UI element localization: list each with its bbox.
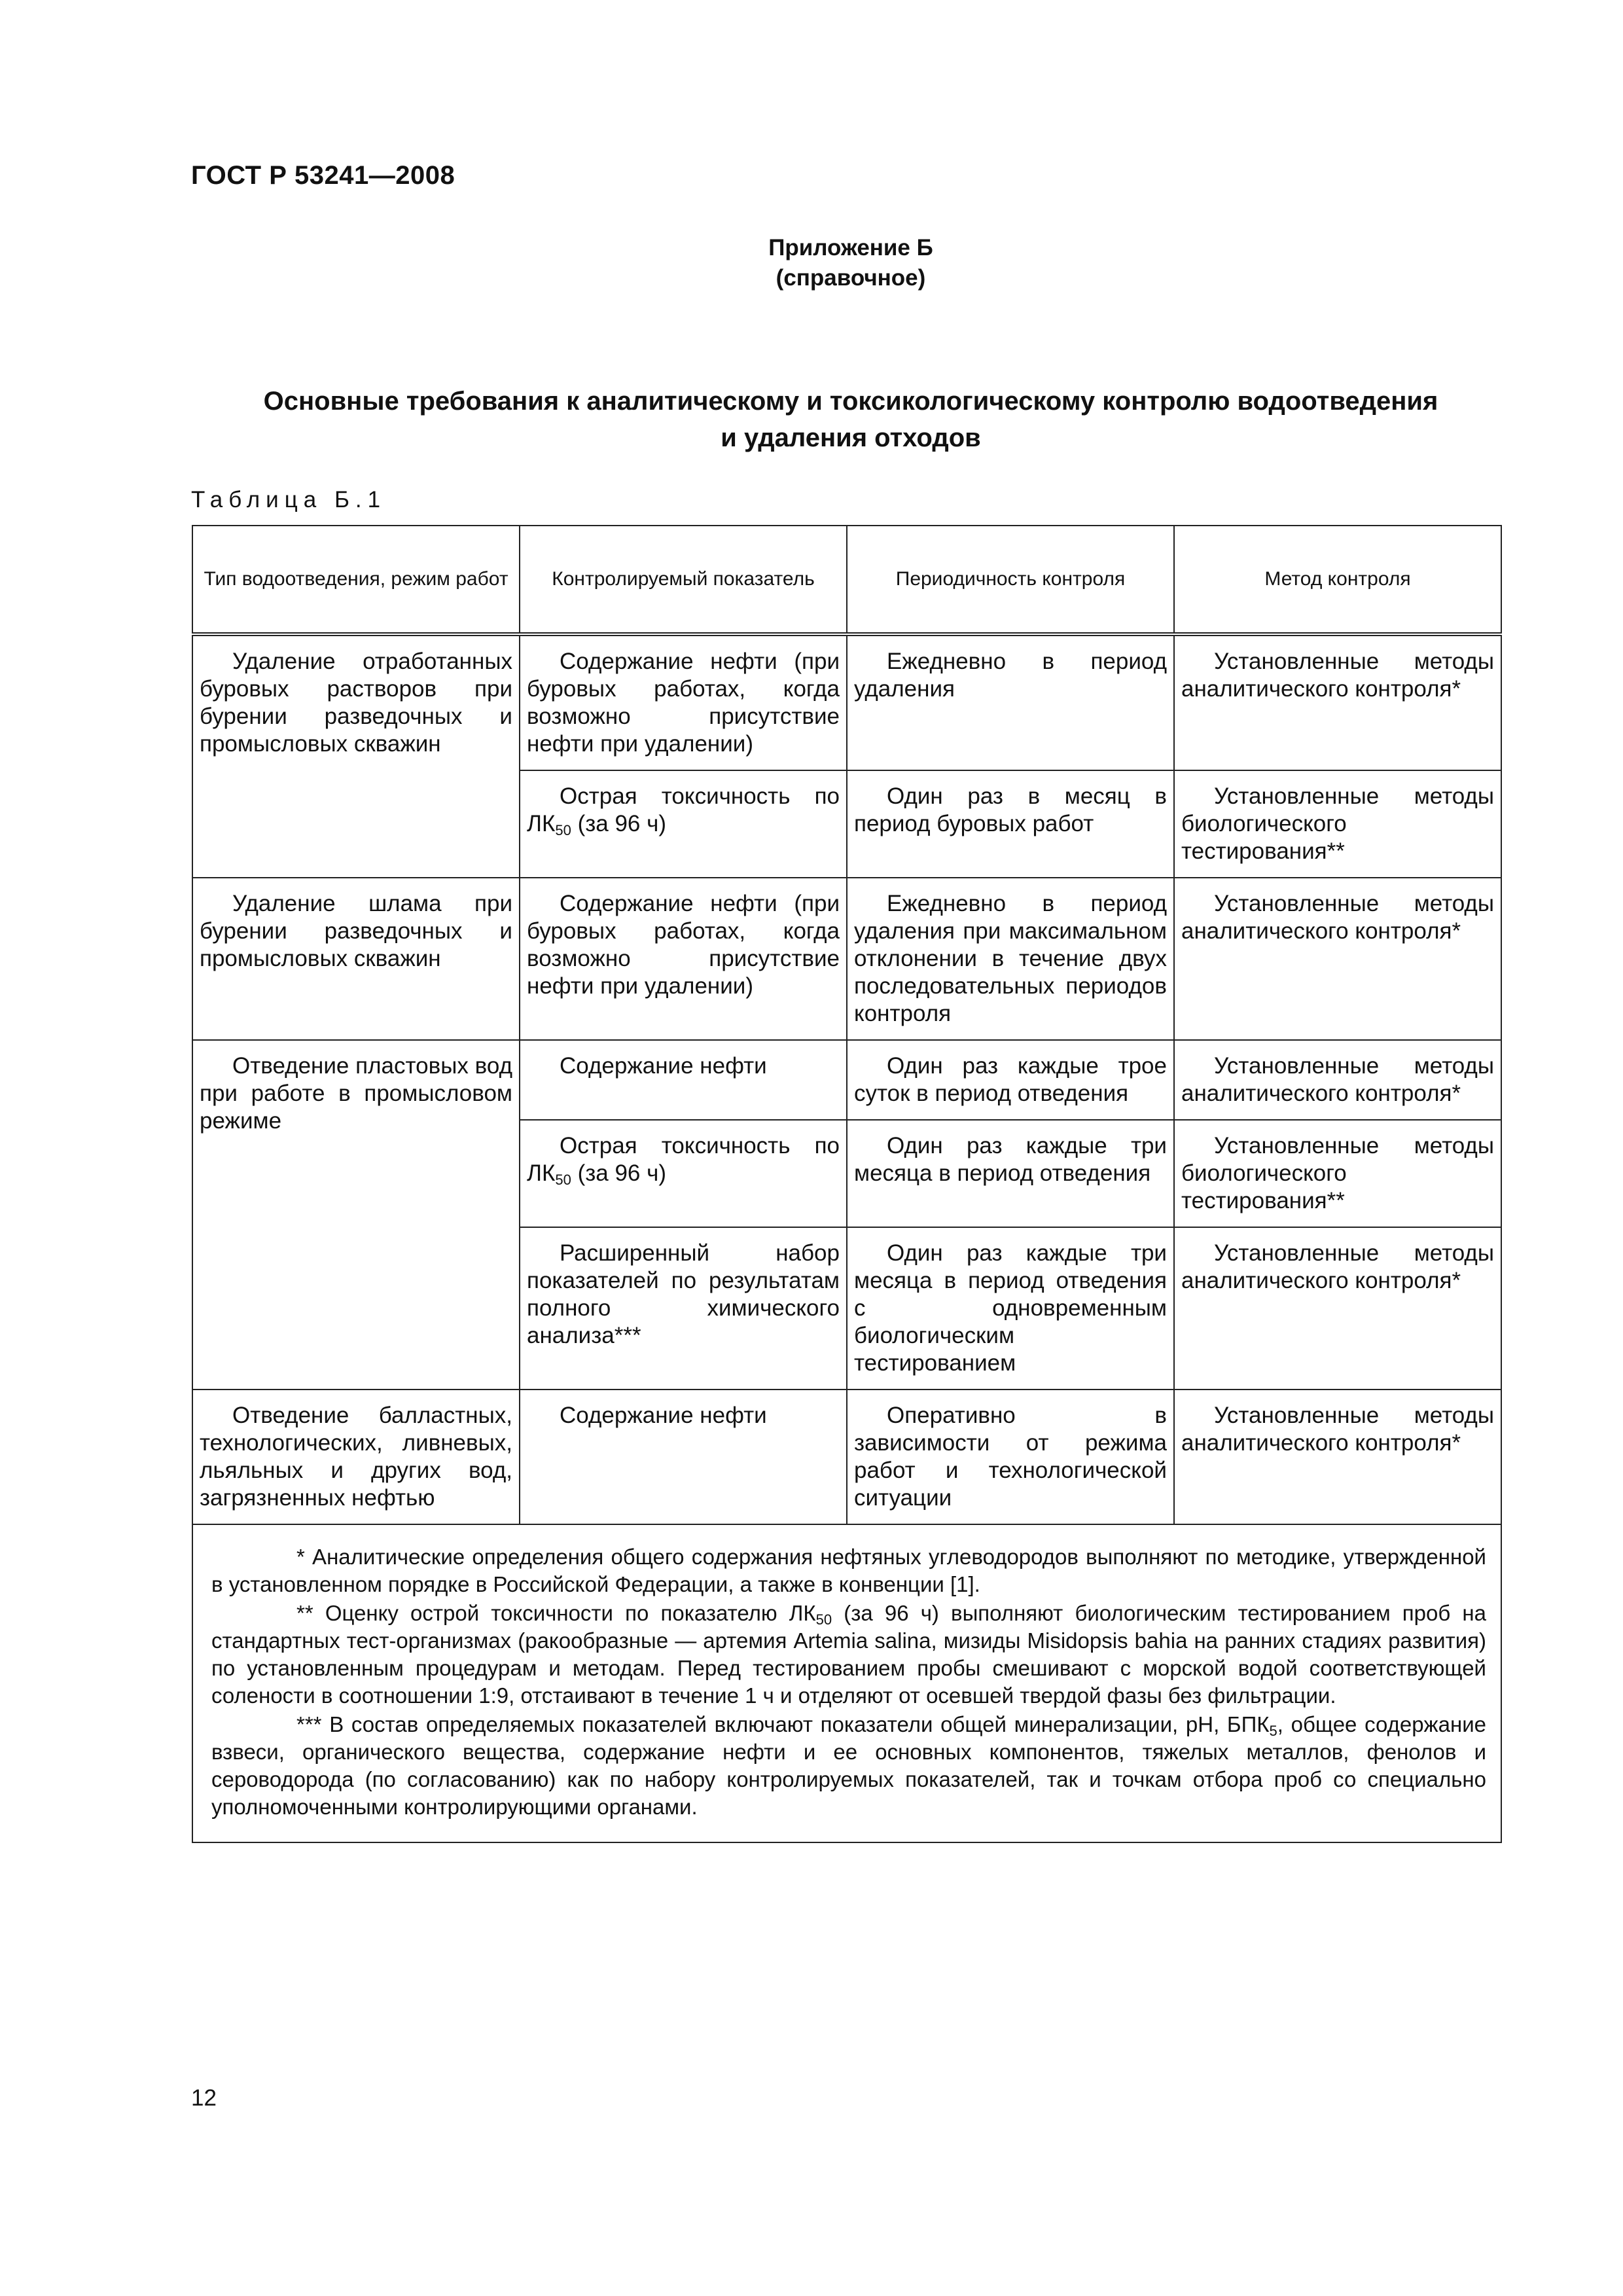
indicator-text: Острая токсичность по ЛК xyxy=(527,783,840,836)
cell-period: Один раз каждые три месяца в период отведения с одновременным биологическим тестированием xyxy=(847,1227,1174,1390)
requirements-table xyxy=(192,525,1502,1843)
footnote-2-text: ** Оценку острой токсичности по показателю ЛК xyxy=(296,1601,816,1625)
cell-type: Удаление отработанных буровых растворов при бурении разведочных и промысловых скважин xyxy=(192,634,520,878)
page-number: 12 xyxy=(191,2085,217,2111)
footnote-1: * Аналитические определения общего содержания нефтяных углеводородов выполняют по методике, утвержденной в установленном порядке в Российской Федерации, а также в конвенции [1]. xyxy=(211,1545,1486,1596)
cell-indicator xyxy=(520,770,847,878)
cell-period: Один раз в месяц в период буровых работ xyxy=(847,770,1174,878)
annex-heading xyxy=(654,233,1047,293)
cell-type: Отведение пластовых вод при работе в промысловом режиме xyxy=(192,1040,520,1390)
annex-title: Приложение Б xyxy=(768,235,933,260)
table-header-row xyxy=(192,526,1501,634)
footnote-3-text: *** В состав определяемых показателей включают показатели общей минерализации, pH, БПК xyxy=(296,1712,1270,1736)
cell-period: Ежедневно в период удаления при максимальном отклонении в течение двух последовательных периодов контроля xyxy=(847,878,1174,1040)
column-header-type: Тип водоотведения, режим работ xyxy=(192,526,520,634)
document-code: ГОСТ Р 53241—2008 xyxy=(191,161,455,190)
cell-method: Установленные методы аналитического контроля* xyxy=(1174,878,1501,1040)
cell-indicator: Расширенный набор показателей по результатам полного химического анализа*** xyxy=(520,1227,847,1390)
cell-indicator: Содержание нефти (при буровых работах, когда возможно присутствие нефти при удалении) xyxy=(520,634,847,770)
footnote-3-subscript: 5 xyxy=(1269,1723,1277,1739)
cell-period: Ежедневно в период удаления xyxy=(847,634,1174,770)
cell-indicator xyxy=(520,1120,847,1227)
page-title-line-2: и удаления отходов xyxy=(721,423,981,452)
cell-method: Установленные методы биологического тестирования** xyxy=(1174,770,1501,878)
footnote-2 xyxy=(211,1600,1486,1710)
column-header-indicator: Контролируемый показатель xyxy=(520,526,847,634)
cell-indicator: Содержание нефти xyxy=(520,1390,847,1524)
footnote-3 xyxy=(211,1711,1486,1821)
cell-type: Удаление шлама при бурении разведочных и промысловых скважин xyxy=(192,878,520,1040)
cell-method: Установленные методы аналитического контроля* xyxy=(1174,1227,1501,1390)
footnote-2-text-tail: (за 96 ч) выполняют биологическим тестированием проб на стандартных тест-организмах (ракообразные — артемия Artemia salina, мизиды Misidopsis bahia на ранних стадиях развития) по установленным процедурам и методам. Перед тестированием пробы смешивают с морской водой соответствующей солености в соотношении 1:9, отстаивают в течение 1 ч и отделяют от осевшей твердой фазы без фильтрации. xyxy=(211,1601,1487,1708)
page-title xyxy=(164,383,1538,456)
footnote-2-subscript: 50 xyxy=(815,1611,832,1628)
column-header-method: Метод контроля xyxy=(1174,526,1501,634)
indicator-text: Острая токсичность по ЛК xyxy=(527,1133,840,1186)
annex-type: (справочное) xyxy=(776,265,926,291)
indicator-text-tail: (за 96 ч) xyxy=(571,811,667,836)
cell-method: Установленные методы аналитического контроля* xyxy=(1174,1040,1501,1120)
table-row xyxy=(192,634,1501,770)
table-notes-row xyxy=(192,1524,1501,1842)
table-notes xyxy=(192,1524,1501,1842)
page-title-line-1: Основные требования к аналитическому и токсикологическому контролю водоотведения xyxy=(263,387,1438,416)
indicator-subscript: 50 xyxy=(555,822,571,838)
cell-period: Оперативно в зависимости от режима работ и технологической ситуации xyxy=(847,1390,1174,1524)
cell-method: Установленные методы аналитического контроля* xyxy=(1174,1390,1501,1524)
cell-indicator: Содержание нефти xyxy=(520,1040,847,1120)
cell-indicator: Содержание нефти (при буровых работах, когда возможно присутствие нефти при удалении) xyxy=(520,878,847,1040)
table-row xyxy=(192,1390,1501,1524)
table-caption: Таблица Б.1 xyxy=(191,487,387,512)
table-row xyxy=(192,1040,1501,1120)
cell-type: Отведение балластных, технологических, ливневых, льяльных и других вод, загрязненных нефтью xyxy=(192,1390,520,1524)
column-header-period: Периодичность контроля xyxy=(847,526,1174,634)
cell-period: Один раз каждые трое суток в период отведения xyxy=(847,1040,1174,1120)
cell-period: Один раз каждые три месяца в период отведения xyxy=(847,1120,1174,1227)
cell-method: Установленные методы аналитического контроля* xyxy=(1174,634,1501,770)
footnote-3-text-tail: , общее содержание взвеси, органического вещества, содержание нефти и ее основных компонентов, тяжелых металлов, фенолов и сероводорода (по согласованию) как по набору контролируемых показателей, так и точкам отбора проб со специально уполномоченными контролирующими органами. xyxy=(211,1712,1486,1819)
indicator-text-tail: (за 96 ч) xyxy=(571,1160,667,1186)
indicator-subscript: 50 xyxy=(555,1172,571,1188)
table-row xyxy=(192,878,1501,1040)
cell-method: Установленные методы биологического тестирования** xyxy=(1174,1120,1501,1227)
